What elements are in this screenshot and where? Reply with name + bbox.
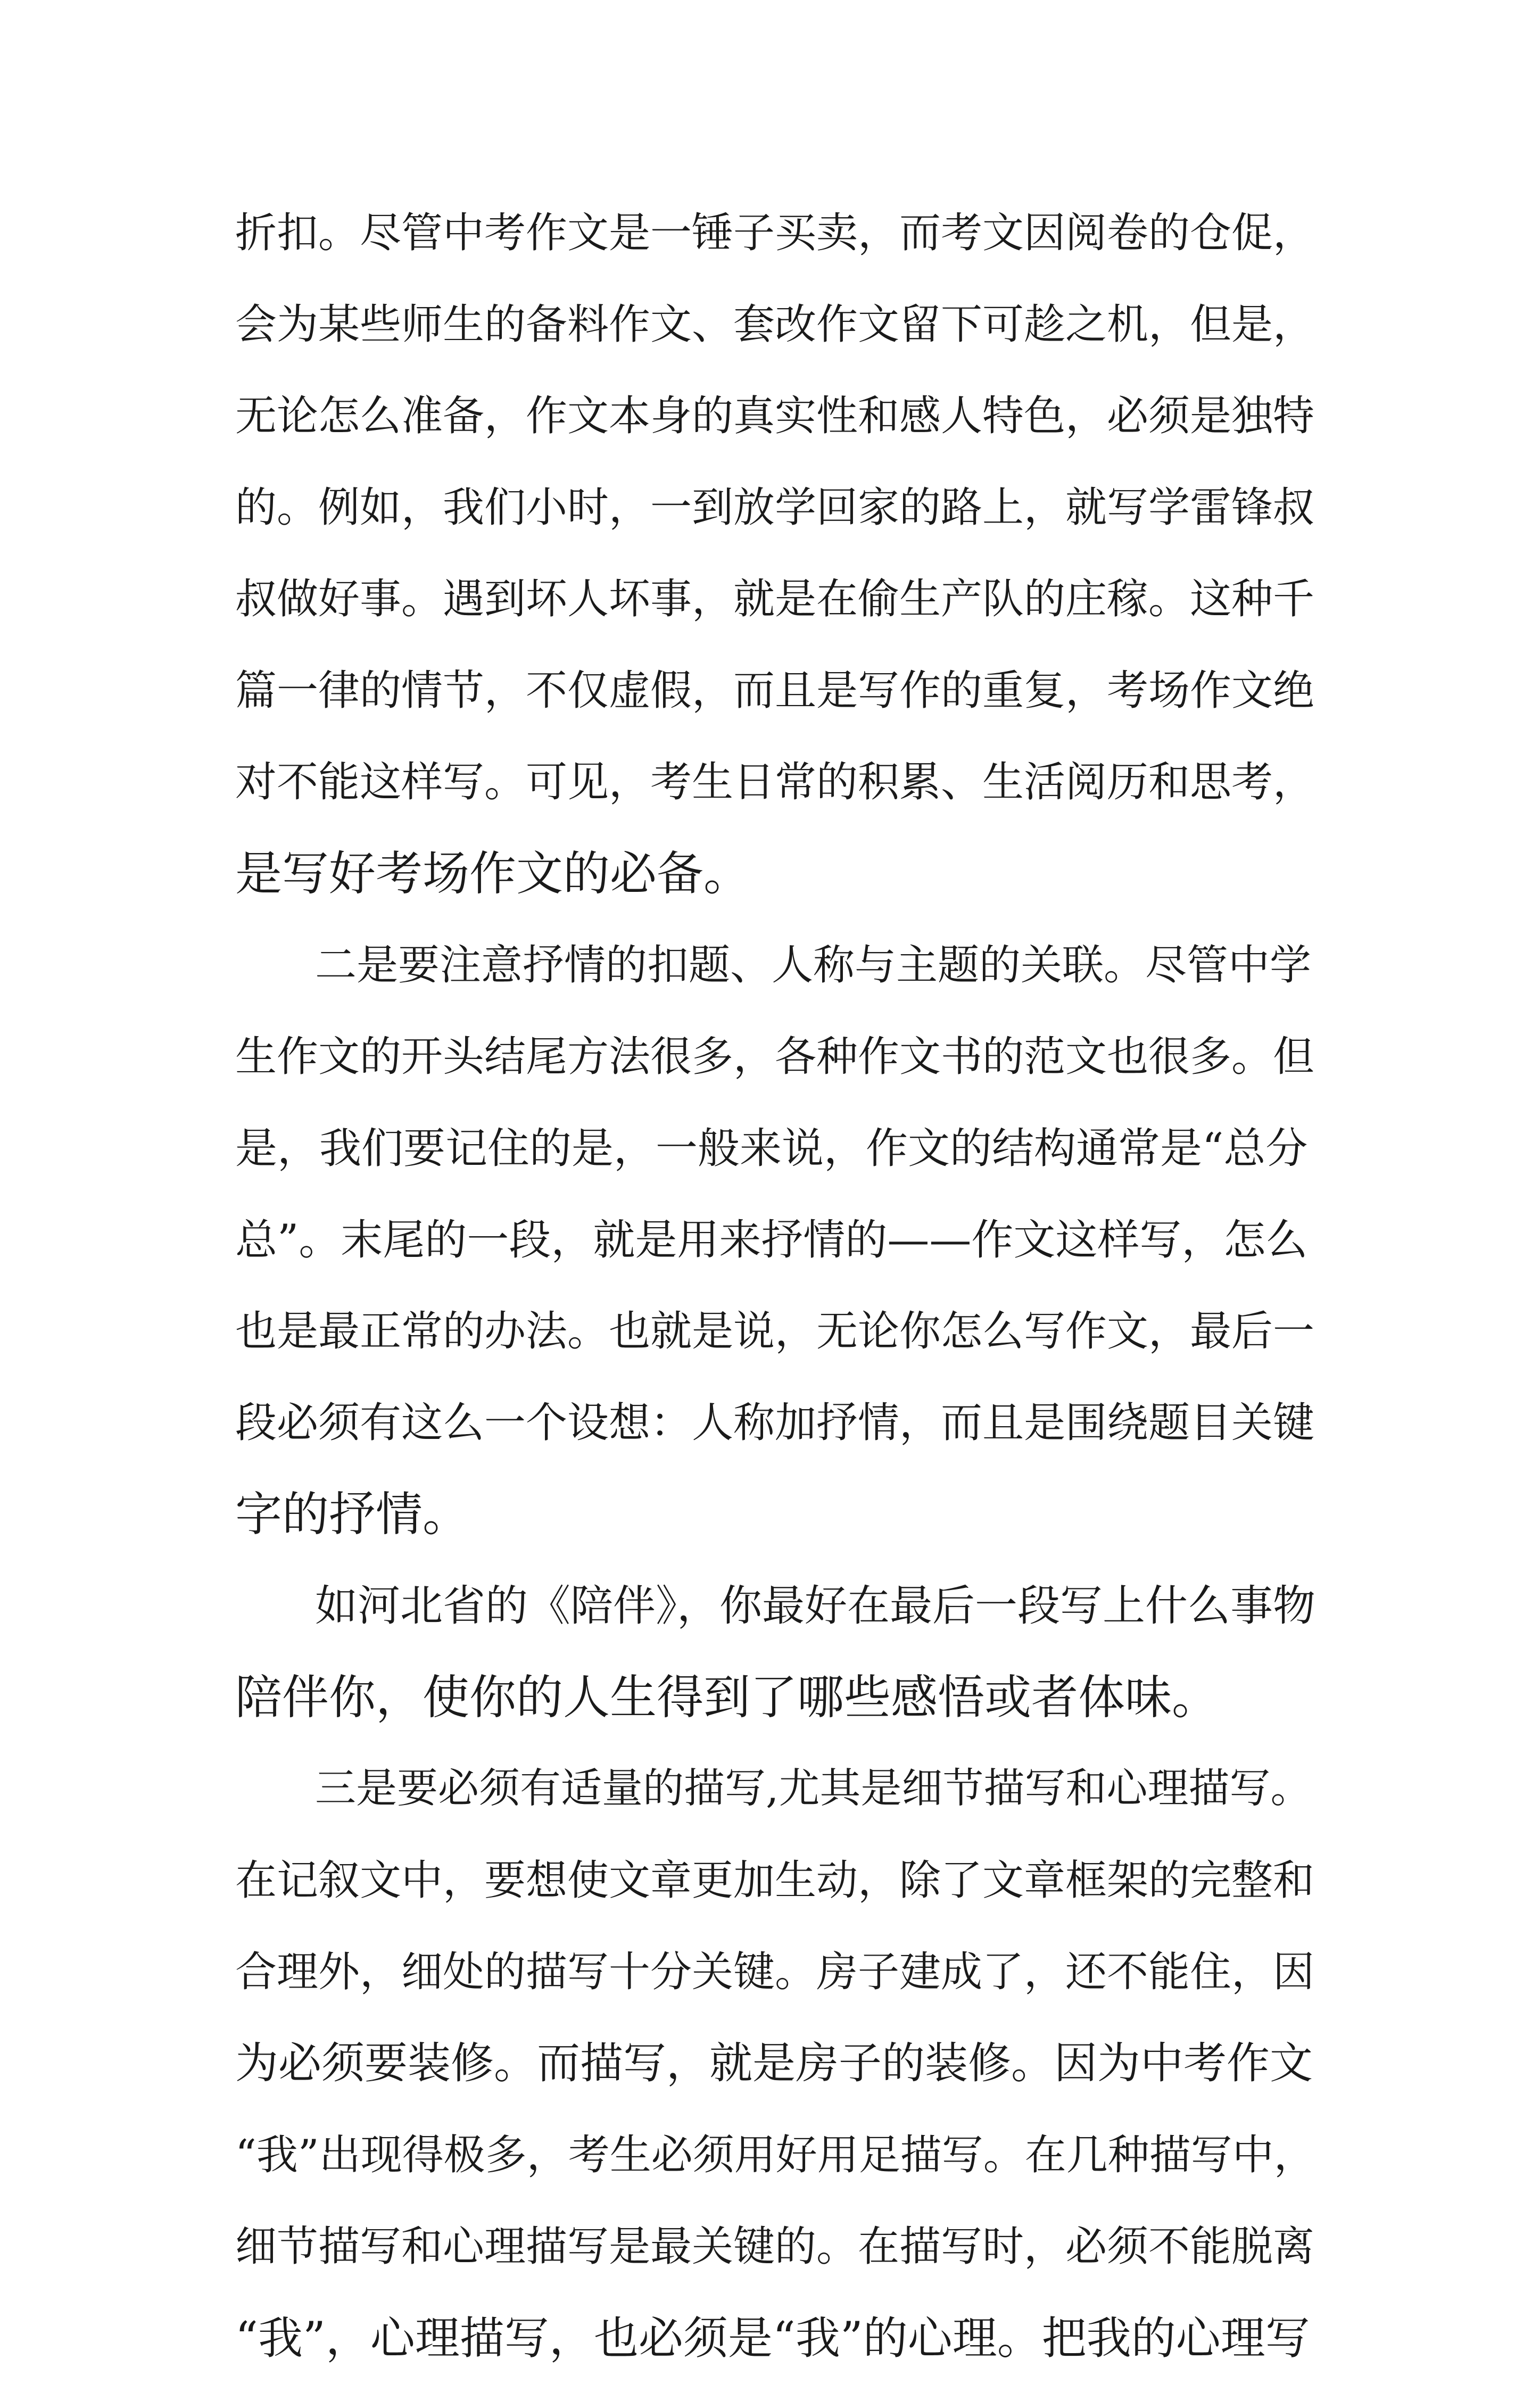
text-line: 陪伴你，使你的人生得到了哪些感悟或者体味。 xyxy=(235,1670,1219,1725)
text-line: 无论怎么准备，作文本身的真实性和感人特色，必须是独特 xyxy=(235,392,1315,440)
text-line: 在记叙文中，要想使文章更加生动，除了文章框架的完整和 xyxy=(235,1857,1315,1905)
text-line: 篇一律的情节，不仅虚假，而且是写作的重复，考场作文绝 xyxy=(235,667,1315,715)
paragraph-first-line: 如河北省的《陪伴》，你最好在最后一段写上什么事物 xyxy=(315,1581,1315,1630)
text-line: 合理外，细处的描写十分关键。房子建成了，还不能住，因 xyxy=(235,1948,1315,1996)
text-line: 是，我们要记住的是，一般来说，作文的结构通常是“总分 xyxy=(235,1124,1308,1173)
text-line: “我”出现得极多，考生必须用好用足描写。在几种描写中， xyxy=(235,2131,1315,2179)
text-line: 对不能这样写。可见，考生日常的积累、生活阅历和思考， xyxy=(235,758,1315,806)
paragraph-first-line: 二是要注意抒情的扣题、人称与主题的关联。尽管中学 xyxy=(315,941,1312,989)
text-line: 细节描写和心理描写是最关键的。在描写时，必须不能脱离 xyxy=(235,2223,1315,2271)
text-line: 会为某些师生的备料作文、套改作文留下可趁之机，但是， xyxy=(235,301,1315,349)
text-line: 字的抒情。 xyxy=(235,1487,470,1542)
text-line: 的。例如，我们小时，一到放学回家的路上，就写学雷锋叔 xyxy=(235,484,1315,532)
document-body xyxy=(235,187,1315,2384)
text-line: 段必须有这么一个设想：人称加抒情，而且是围绕题目关键 xyxy=(235,1399,1315,1447)
text-line: 是写好考场作文的必备。 xyxy=(235,846,751,901)
text-line: 总”。末尾的一段，就是用来抒情的——作文这样写，怎么 xyxy=(235,1215,1308,1264)
text-line: 叔做好事。遇到坏人坏事，就是在偷生产队的庄稼。这种千 xyxy=(235,575,1315,623)
text-line: 也是最正常的办法。也就是说，无论你怎么写作文，最后一 xyxy=(235,1307,1315,1355)
text-line: 生作文的开头结尾方法很多，各种作文书的范文也很多。但 xyxy=(235,1033,1315,1081)
text-line: 折扣。尽管中考作文是一锤子买卖，而考文因阅卷的仓促， xyxy=(235,209,1315,257)
text-line: “我”，心理描写，也必须是“我”的心理。把我的心理写 xyxy=(235,2312,1310,2364)
paragraph-first-line: 三是要必须有适量的描写,尤其是细节描写和心理描写。 xyxy=(315,1765,1312,1812)
text-line: 为必须要装修。而描写，就是房子的装修。因为中考作文 xyxy=(235,2039,1313,2089)
